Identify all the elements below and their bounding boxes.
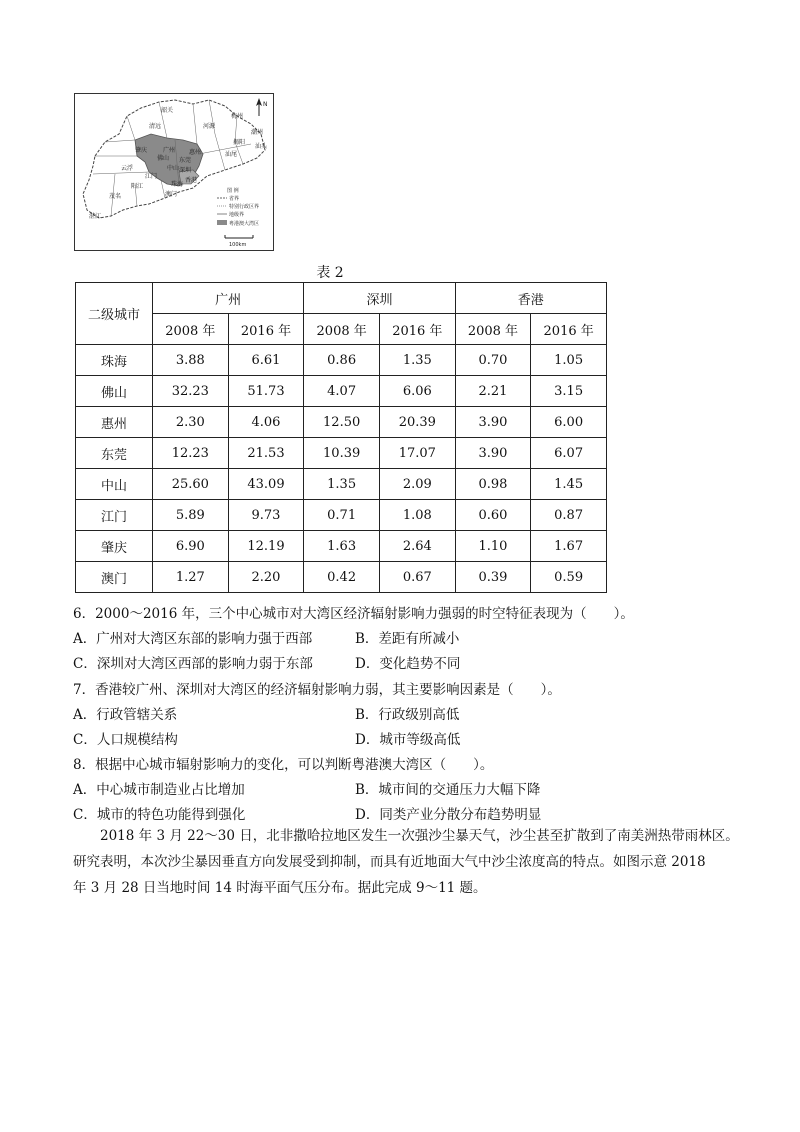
svg-text:江门: 江门 [145,173,158,180]
row-city: 澳门 [76,562,153,593]
svg-text:广州: 广州 [163,147,176,154]
table-cell: 3.88 [153,345,229,376]
svg-text:香港: 香港 [185,177,198,184]
table-cell: 3.90 [455,407,531,438]
svg-text:潮州: 潮州 [251,129,264,136]
table-cell: 6.06 [379,376,455,407]
table-cell: 43.09 [228,469,304,500]
table-cell: 0.71 [304,500,380,531]
table-cell: 0.59 [531,562,607,593]
table-cell: 10.39 [304,438,380,469]
svg-text:韶关: 韶关 [161,107,174,114]
row-city: 佛山 [76,376,153,407]
question-6-stem: 6．2000～2016 年，三个中心城市对大湾区经济辐射影响力强弱的时空特征表现为（ ）。 [73,606,634,622]
svg-text:地级界: 地级界 [229,212,245,218]
passage [73,823,773,901]
svg-text:湛江: 湛江 [89,213,102,220]
question-7-stem: 7．香港较广州、深圳对大湾区的经济辐射影响力弱，其主要影响因素是（ ）。 [73,682,561,698]
year-header: 2008 年 [304,314,380,345]
table-cell: 5.89 [153,500,229,531]
table-cell: 20.39 [379,407,455,438]
map-drawing [75,94,274,251]
table-cell: 9.73 [228,500,304,531]
question-6-option-b: B．差距有所减小 [355,631,460,647]
table-cell: 6.90 [153,531,229,562]
svg-text:珠海: 珠海 [171,181,184,188]
table-cell: 6.61 [228,345,304,376]
year-header: 2016 年 [228,314,304,345]
table-row [76,469,607,500]
table-cell: 2.09 [379,469,455,500]
table-cell: 1.35 [304,469,380,500]
svg-text:揭阳: 揭阳 [233,139,246,146]
svg-text:梅州: 梅州 [231,113,244,120]
svg-text:省界: 省界 [229,196,240,202]
table-cell: 3.90 [455,438,531,469]
year-header: 2016 年 [531,314,607,345]
table-cell: 0.60 [455,500,531,531]
table-cell: 1.67 [531,531,607,562]
group-header-hongkong: 香港 [455,283,606,314]
table-cell: 6.07 [531,438,607,469]
table-row [76,438,607,469]
question-8-option-a: A．中心城市制造业占比增加 [73,782,245,798]
table-cell: 2.20 [228,562,304,593]
svg-text:深圳: 深圳 [179,167,192,174]
table-cell: 21.53 [228,438,304,469]
table-cell: 12.19 [228,531,304,562]
question-7-option-d: D．城市等级高低 [355,732,461,748]
svg-text:汕头: 汕头 [255,143,268,150]
year-header: 2008 年 [153,314,229,345]
svg-text:中山: 中山 [167,165,180,172]
svg-text:云浮: 云浮 [121,165,134,172]
table-cell: 1.27 [153,562,229,593]
svg-text:N: N [263,101,268,108]
year-header: 2016 年 [379,314,455,345]
svg-text:阳江: 阳江 [131,183,144,190]
passage-line: 年 3 月 28 日当地时间 14 时海平面气压分布。据此完成 9～11 题。 [73,880,487,896]
question-8-stem: 8．根据中心城市辐射影响力的变化，可以判断粤港澳大湾区（ ）。 [73,757,494,773]
table-cell: 1.45 [531,469,607,500]
table-cell: 0.87 [531,500,607,531]
question-6-option-c: C．深圳对大湾区西部的影响力弱于东部 [73,656,313,672]
table-cell: 12.50 [304,407,380,438]
question-7-option-c: C．人口规模结构 [73,732,178,748]
table-row [76,500,607,531]
table-row [76,345,607,376]
radiation-influence-table [75,282,607,593]
table-row [76,407,607,438]
svg-text:佛山: 佛山 [157,155,170,162]
question-8-option-b: B．城市间的交通压力大幅下降 [355,782,541,798]
table-cell: 1.63 [304,531,380,562]
svg-text:清远: 清远 [149,123,162,130]
table-cell: 12.23 [153,438,229,469]
table-cell: 4.07 [304,376,380,407]
svg-text:东莞: 东莞 [179,157,192,164]
table-row [76,376,607,407]
svg-text:河源: 河源 [203,123,216,130]
question-7-option-a: A．行政管辖关系 [73,707,178,723]
question-6-option-d: D．变化趋势不同 [355,656,461,672]
table-cell: 32.23 [153,376,229,407]
guangdong-map [74,93,274,251]
row-city: 惠州 [76,407,153,438]
table-row [76,562,607,593]
row-city: 肇庆 [76,531,153,562]
table-cell: 4.06 [228,407,304,438]
svg-text:粤港澳大湾区: 粤港澳大湾区 [229,221,260,227]
map-legend [217,187,259,248]
table-cell: 0.70 [455,345,531,376]
table-cell: 0.98 [455,469,531,500]
table-corner-header: 二级城市 [76,283,153,345]
table-cell: 2.64 [379,531,455,562]
table-cell: 0.39 [455,562,531,593]
table-cell: 0.86 [304,345,380,376]
table-cell: 1.05 [531,345,607,376]
svg-text:澳门: 澳门 [165,191,178,198]
question-8-option-d: D．同类产业分散分布趋势明显 [355,807,542,823]
passage-line: 2018 年 3 月 22～30 日，北非撒哈拉地区发生一次强沙尘暴天气，沙尘甚至扩散到了南美洲热带雨林区。 [73,828,739,844]
question-6-option-a: A．广州对大湾区东部的影响力强于西部 [73,631,313,647]
svg-text:100km: 100km [229,242,247,248]
row-city: 江门 [76,500,153,531]
year-header: 2008 年 [455,314,531,345]
svg-text:特别行政区界: 特别行政区界 [229,204,260,210]
table-cell: 3.15 [531,376,607,407]
svg-text:茂名: 茂名 [109,193,122,200]
group-header-shenzhen: 深圳 [304,283,455,314]
question-8-option-c: C．城市的特色功能得到强化 [73,807,246,823]
table-caption: 表 2 [316,265,344,281]
table-cell: 1.08 [379,500,455,531]
table-cell: 0.67 [379,562,455,593]
north-arrow-icon [256,98,268,116]
question-7-option-b: B．行政级别高低 [355,707,460,723]
svg-text:肇庆: 肇庆 [135,147,148,154]
svg-text:汕尾: 汕尾 [225,151,238,158]
row-city: 中山 [76,469,153,500]
row-city: 珠海 [76,345,153,376]
table-cell: 1.10 [455,531,531,562]
svg-text:惠州: 惠州 [189,149,202,156]
row-city: 东莞 [76,438,153,469]
table-cell: 2.30 [153,407,229,438]
table-cell: 6.00 [531,407,607,438]
table-cell: 51.73 [228,376,304,407]
table-cell: 2.21 [455,376,531,407]
table-row [76,531,607,562]
table-cell: 17.07 [379,438,455,469]
table-cell: 25.60 [153,469,229,500]
table-cell: 1.35 [379,345,455,376]
svg-text:图 例: 图 例 [227,188,239,194]
table-cell: 0.42 [304,562,380,593]
group-header-guangzhou: 广州 [153,283,304,314]
passage-line: 研究表明，本次沙尘暴因垂直方向发展受到抑制，而具有近地面大气中沙尘浓度高的特点。如图示意 2018 [73,854,706,870]
